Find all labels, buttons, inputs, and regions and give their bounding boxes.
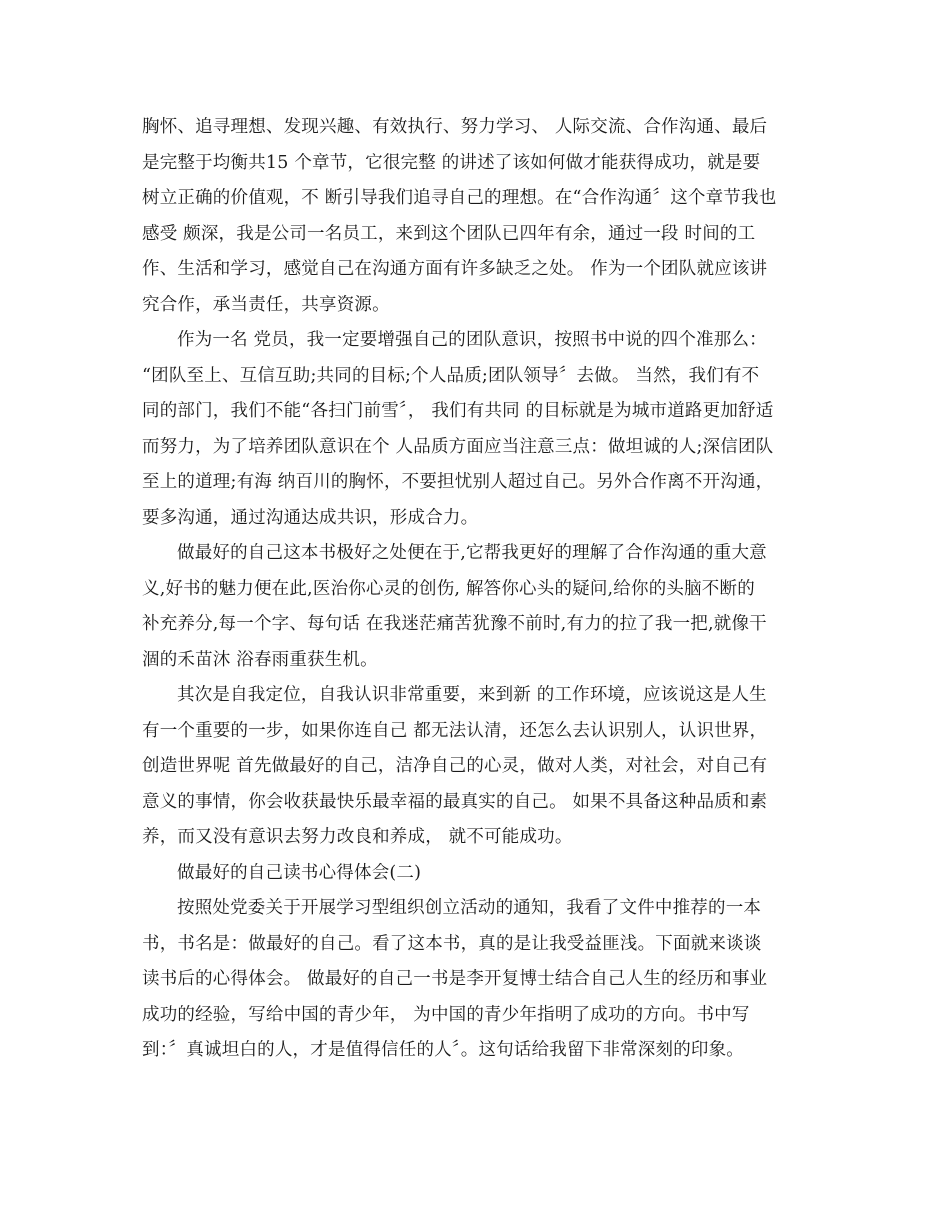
text-line: 而努力，为了培养团队意识在个 人品质方面应当注意三点：做坦诚的人;深信团队	[142, 436, 774, 457]
text-line: 义,好书的魅力便在此,医治你心灵的创伤, 解答你心头的疑问,给你的头脑不断的	[142, 578, 755, 599]
text-line: 涸的禾苗沐 浴春雨重获生机。	[142, 649, 378, 670]
section-heading	[142, 856, 812, 892]
text-line: 其次是自我定位，自我认识非常重要，来到新 的工作环境，应该说这是人生	[177, 685, 767, 705]
text-line: 意义的事情，你会收获最快乐最幸福的最真实的自己。 如果不具备这种品质和素	[142, 791, 768, 812]
document-body	[142, 110, 812, 1069]
text-line: 感受 颇深，我是公司一名员工，来到这个团队已四年有余，通过一段 时间的工	[142, 223, 756, 244]
text-line: 作为一名 党员，我一定要增强自己的团队意识，按照书中说的四个准那么：	[177, 330, 767, 350]
text-line: 成功的经验，写给中国的青少年， 为中国的青少年指明了成功的方向。书中写	[142, 1004, 750, 1025]
text-line: 至上的道理;有海 纳百川的胸怀，不要担忧别人超过自己。另外合作离不开沟通，	[142, 472, 774, 492]
text-line: 胸怀、追寻理想、发现兴趣、有效执行、努力学习、 人际交流、合作沟通、最后	[142, 117, 768, 137]
text-line: 有一个重要的一步，如果你连自己 都无法认清，还怎么去认识别人，认识世界，	[142, 720, 768, 741]
paragraph-6	[142, 891, 812, 1069]
text-line: 读书后的心得体会。 做最好的自己一书是李开复博士结合自己人生的经历和事业	[142, 969, 768, 989]
text-line: 树立正确的价值观，不 断引导我们追寻自己的理想。在“合作沟通〞这个章节我也	[142, 188, 777, 208]
heading-line: 做最好的自己读书心得体会(二)	[177, 862, 422, 883]
text-line: “团队至上、互信互助;共同的目标;个人品质;团队领导〞去做。 当然，我们有不	[142, 365, 760, 386]
text-line: 到：〞真诚坦白的人，才是值得信任的人〞。这句话给我留下非常深刻的印象。	[142, 1040, 744, 1060]
text-line: 要多沟通，通过沟通达成共识，形成合力。	[142, 507, 479, 528]
text-line: 补充养分,每一个字、每句话 在我迷茫痛苦犹豫不前时,有力的拉了我一把,就像干	[142, 614, 767, 634]
text-line: 作、生活和学习，感觉自己在沟通方面有许多缺乏之处。 作为一个团队就应该讲	[142, 259, 768, 279]
text-line: 创造世界呢 首先做最好的自己，洁净自己的心灵，做对人类，对社会，对自己有	[142, 756, 768, 776]
text-line: 是完整于均衡共15 个章节，它很完整 的讲述了该如何做才能获得成功，就是要	[142, 152, 761, 173]
text-line: 养，而又没有意识去努力改良和养成， 就不可能成功。	[142, 827, 573, 847]
text-line: 同的部门，我们不能“各扫门前雪〞， 我们有共同 的目标就是为城市道路更加舒适	[142, 401, 774, 421]
paragraph-4	[142, 678, 812, 856]
text-line: 究合作，承当责任，共享资源。	[142, 294, 390, 315]
paragraph-3	[142, 536, 812, 678]
text-line: 做最好的自己这本书极好之处便在于,它帮我更好的理解了合作沟通的重大意	[177, 543, 767, 563]
text-line: 按照处党委关于开展学习型组织创立活动的通知，我看了文件中推荐的一本	[177, 898, 762, 918]
paragraph-1	[142, 110, 812, 323]
paragraph-2	[142, 323, 812, 536]
text-line: 书，书名是：做最好的自己。看了这本书，真的是让我受益匪浅。下面就来谈谈	[142, 933, 762, 954]
